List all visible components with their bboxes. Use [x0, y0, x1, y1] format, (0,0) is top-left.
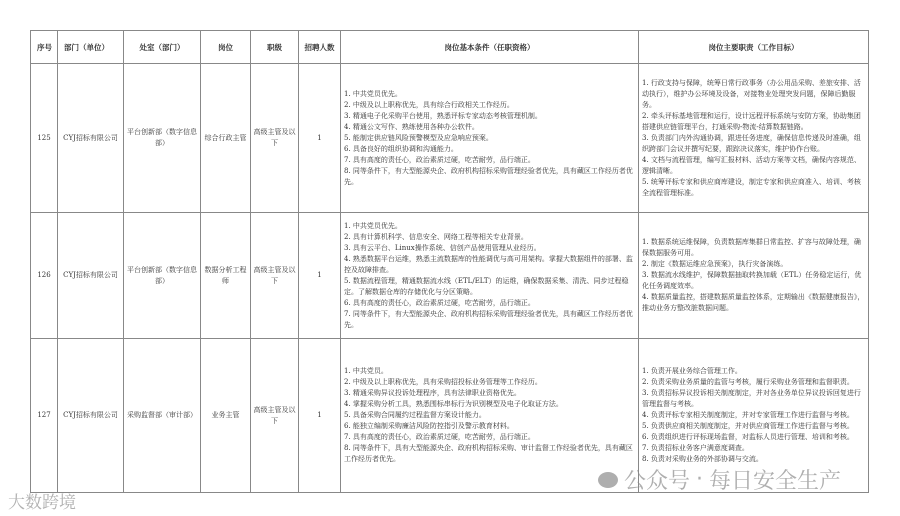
count-cell: 1	[299, 339, 341, 493]
header-dept: 处室（部门）	[124, 31, 201, 64]
requirement-item: 3. 精通采购异议投诉处理程序，具有法律职业资格优先。	[344, 389, 521, 397]
unit-cell: CYJ招标有限公司	[58, 64, 124, 213]
header-no: 序号	[31, 31, 58, 64]
requirement-item: 3. 具有云平台、Linux操作系统、信创产品使用管理从业经历。	[344, 243, 541, 252]
position-cell: 数据分析工程师	[201, 213, 251, 339]
dept-cell: 采购监督部（审计部）	[124, 339, 201, 493]
header-requirements: 岗位基本条件（任职资格）	[341, 31, 639, 64]
duty-item: 4. 负责评标专家相关制度制定，并对专家管理工作进行监督与考核。	[642, 411, 854, 419]
level-cell: 高级主管及以下	[251, 213, 299, 339]
requirement-item: 2. 中级及以上职称优先，具有采购招投标业务管理等工作经历。	[344, 378, 542, 386]
dept-cell: 平台创新部（数字信息部）	[124, 64, 201, 213]
row-number: 126	[31, 213, 58, 339]
requirement-item: 4. 熟悉数据平台运维，熟悉主流数据库的性能调优与高可用架构。掌握大数据组件的部署、监控及故障排查。	[344, 254, 633, 274]
requirement-item: 5. 数据流程管理，精通数据流水线（ETL/ELT）的运维，确保数据采集、清洗、同步过程稳定。了解数据仓库的存储优化与分区策略。	[344, 276, 629, 296]
level-cell: 高级主管及以下	[251, 64, 299, 213]
duty-item: 6. 负责组织进行评标现场监督，对监标人员进行管理、培训和考核。	[642, 433, 854, 441]
wechat-icon	[598, 472, 618, 488]
table-row	[31, 64, 869, 213]
dept-cell: 平台创新部（数字信息部）	[124, 213, 201, 339]
position-cell: 综合行政主管	[201, 64, 251, 213]
header-count: 招聘人数	[299, 31, 341, 64]
duty-item: 2. 牵头评标基地管理和运行，设计远程评标系统与安防方案，协助集团搭建供应链管理平台，打通采购-物流-结算数据链路。	[642, 111, 861, 131]
row-number: 127	[31, 339, 58, 493]
requirement-item: 8. 同等条件下，有大型能源央企、政府机构招标采购管理经验者优先，具有藏区工作经历者优先。	[344, 166, 633, 186]
requirement-item: 1. 中共党员优先。	[344, 89, 402, 98]
duty-item: 1. 负责开展业务综合管理工作。	[642, 367, 742, 375]
row-number: 125	[31, 64, 58, 213]
requirements-cell	[341, 213, 639, 339]
unit-cell: CYJ招标有限公司	[58, 339, 124, 493]
duties-cell	[639, 64, 869, 213]
duty-item: 3. 数据流水线维护，保障数据抽取转换加载（ETL）任务稳定运行，优化任务调度效率。	[642, 271, 862, 290]
duty-item: 1. 数据系统运维保障，负责数据库集群日常监控、扩容与故障处理，确保数据服务可用。	[642, 238, 861, 257]
duty-item: 3. 负责部门内外沟通协调，跟进任务进度，确保信息传递及时准确，组织跨部门会议并撰写纪要，跟踪决议落实，维护协作台账。	[642, 133, 861, 153]
header-position: 岗位	[201, 31, 251, 64]
duty-item: 5. 负责供应商相关制度制定，并对供应商管理工作进行监督与考核。	[642, 422, 854, 430]
requirement-item: 1. 中共党员。	[344, 367, 388, 375]
position-cell: 业务主管	[201, 339, 251, 493]
requirement-item: 7. 具有高度的责任心，政治素质过硬，吃苦耐劳，品行端正。	[344, 433, 535, 441]
watermark-right-dot: ·	[696, 467, 704, 492]
count-cell: 1	[299, 64, 341, 213]
requirements-cell	[341, 64, 639, 213]
duty-item: 3. 负责招标异议投诉相关制度制定，并对各业务单位异议投诉回复进行管理监督与考核。	[642, 389, 861, 408]
requirement-item: 1. 中共党员优先。	[344, 221, 402, 230]
requirement-item: 6. 能独立编制采购廉洁风险防控指引及警示教育材料。	[344, 422, 514, 430]
header-duties: 岗位主要职责（工作目标）	[639, 31, 869, 64]
watermark-right-text: 每日安全生产	[709, 469, 842, 494]
watermark-left: 大数跨境	[8, 493, 76, 513]
requirement-item: 7. 具有高度的责任心，政治素质过硬，吃苦耐劳，品行端正。	[344, 155, 535, 164]
unit-cell: CYJ招标有限公司	[58, 213, 124, 339]
watermark-right	[598, 464, 841, 495]
requirement-item: 4. 精通公文写作、熟练使用各种办公软件。	[344, 122, 479, 131]
count-cell: 1	[299, 213, 341, 339]
watermark-right-prefix: 公众号	[624, 469, 691, 494]
requirement-item: 6. 具备良好的组织协调和沟通能力。	[344, 144, 458, 153]
requirement-item: 6. 具有高度的责任心，政治素质过硬，吃苦耐劳，品行端正。	[344, 298, 535, 307]
requirement-item: 2. 中级及以上职称优先，具有综合行政相关工作经历。	[344, 100, 514, 109]
duty-item: 4. 数据质量监控，搭建数据质量监控体系，定期输出《数据健康报告》，推动业务方整改脏数据问题。	[642, 293, 865, 312]
requirement-item: 5. 具备采购合同履约过程监督方案设计能力。	[344, 411, 486, 419]
requirement-item: 3. 精通电子化采购平台使用，熟悉评标专家动态考核管理机制。	[344, 111, 542, 120]
header-level: 职级	[251, 31, 299, 64]
requirements-cell	[341, 339, 639, 493]
duty-item: 8. 负责对采购业务的外部协调与交流。	[642, 455, 763, 463]
duty-item: 7. 负责招标业务客户满意度调查。	[642, 444, 749, 452]
requirement-item: 7. 同等条件下，有大型能源央企、政府机构招标采购管理经验者优先，具有藏区工作经历者优先。	[344, 309, 633, 329]
requirement-item: 8. 同等条件下，具有大型能源央企、政府机构招标采购、审计监督工作经验者优先，具有藏区工作经历者优先。	[344, 444, 633, 463]
header-unit: 部门（单位）	[58, 31, 124, 64]
table-header-row	[31, 31, 869, 64]
duty-item: 4. 文档与流程管理，编写汇报材料、活动方案等文档，确保内容规范、逻辑清晰。	[642, 155, 861, 175]
duty-item: 2. 制定《数据运维应急预案》，执行灾备演练。	[642, 260, 788, 268]
duties-cell	[639, 213, 869, 339]
duty-item: 1. 行政支持与保障，统筹日常行政事务（办公用品采购、差旅安排、活动执行），维护办公环境及设备，对接物业处理突发问题，保障后勤服务。	[642, 78, 861, 109]
table-row	[31, 213, 869, 339]
requirement-item: 4. 掌握采购分析工具，熟悉围标串标行为识别模型及电子化取证方法。	[344, 400, 563, 408]
duty-item: 5. 统筹评标专家和供应商库建设，制定专家和供应商准入、培训、考核全流程管理标准。	[642, 177, 861, 197]
recruitment-table	[30, 30, 869, 493]
duty-item: 2. 负责采购业务质量的监管与考核，履行采购业务管理和监督职责。	[642, 378, 854, 386]
level-cell: 高级主管及以下	[251, 339, 299, 493]
requirement-item: 2. 具有计算机科学、信息安全、网络工程等相关专业背景。	[344, 232, 528, 241]
requirement-item: 5. 能制定供应链风险预警模型及应急响应预案。	[344, 133, 493, 142]
